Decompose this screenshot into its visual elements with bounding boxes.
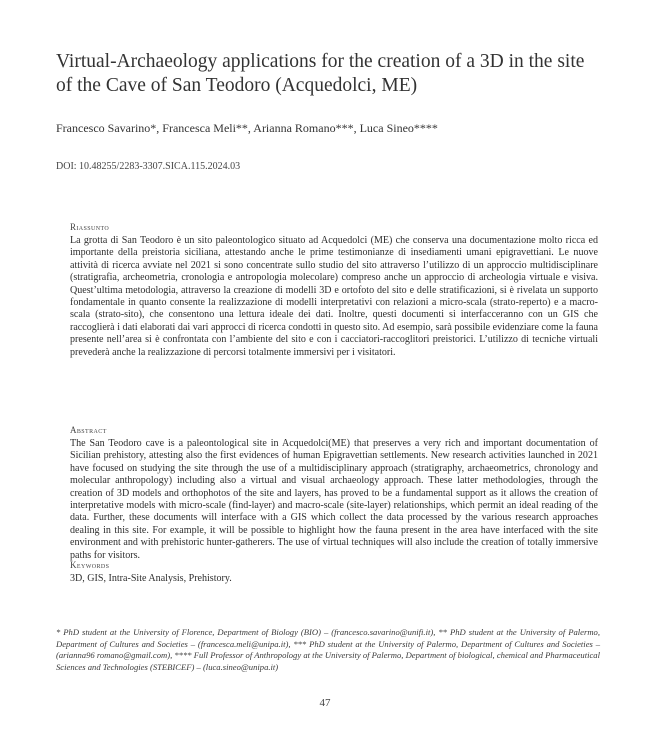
doi-line: DOI: 10.48255/2283-3307.SICA.115.2024.03 [56, 161, 241, 172]
keywords-text: 3D, GIS, Intra-Site Analysis, Prehistory. [70, 573, 232, 584]
riassunto-text: La grotta di San Teodoro è un sito paleontologico situato ad Acquedolci (ME) che conserva una documentazione molto ricca ed importante della preistoria siciliana, attestando anche le prime testimonianze di insediamenti umani epigravettiani. Le nuove attività di ricerca avviate nel 2021 si sono concentrate sullo studio del sito attraverso l’utilizzo di un approccio multidisciplinare (stratigrafia, archeometria, cronologia e antropologia molecolare) compreso anche un approccio di archeologia virtuale e visiva. Quest’ultima metodologia, attraverso la creazione di modelli 3D e ortofoto del sito e delle stratificazioni, si è rivelata un supporto fondamentale in quanto consente la realizzazione di modelli interpretativi con relazioni a micro-scala (strato-reperto) e a macro-scala (strato-sito), che consentono una lettura ideale dei dati. Inoltre, questi documenti si interfacceranno con un GIS che raccoglierà i dati elaborati dai vari approcci di ricerca condotti in questo sito. Ad esempio, sarà possibile evidenziare come la fauna presente nell’area si è confrontata con l’ambiente del sito e con i cacciatori-raccoglitori preistorici. L’utilizzo di tecniche virtuali prevederà anche la realizzazione di percorsi totalmente immersivi per i visitatori. [70, 235, 598, 358]
riassunto-heading: Riassunto [70, 222, 110, 232]
keywords-section [70, 559, 598, 585]
keywords-heading: Keywords [70, 560, 110, 570]
page-number: 47 [319, 697, 331, 709]
abstract-text: The San Teodoro cave is a paleontological site in Acquedolci(ME) that preserves a very rich and important documentation of Sicilian prehistory, attesting also the first evidences of human Epigravettian settlements. New research activities launched in 2021 have focused on studying the site through the use of a multidisciplinary approach (stratigraphy, archaeometrics, chronology and molecular anthropology) including also a virtual and visual archaeology approach. These latter methodologies, through the creation of 3D models and orthophotos of the site and layers, has proved to be a fundamental support as it allows the creation of interpretative models with micro-scale (find-layer) and macro-scale (site-layer) relationships, which permit an ideal reading of the data. Further, these documents will interface with a GIS which collect the data processed by the various research approaches dealing in this site. For example, it will be possible to highlight how the fauna present in the area have interfaced with the site environment and with prehistoric hunter-gatherers. The use of virtual techniques will also include the creation of totally immersive paths for visitors. [70, 438, 598, 561]
author-list: Francesco Savarino*, Francesca Meli**, Arianna Romano***, Luca Sineo**** [56, 121, 438, 135]
paper-title: Virtual-Archaeology applications for the creation of a 3D in the site of the Cave of San Teodoro (Acquedolci, ME) [56, 51, 585, 96]
riassunto-section [70, 221, 598, 359]
author-footnote: * PhD student at the University of Florence, Department of Biology (BIO) – (francesco.savarino@unifi.it), ** PhD student at the University of Palermo, Department of Cultures and Societies – (francesca.meli@unipa.it), *** PhD student at the University of Palermo, Department of Cultures and Societies – (arianna96 romano@gmail.com), **** Full Professor of Anthropology at the University of Palermo, Department of biological, chemical and Pharmaceutical Sciences and Technologies (STEBICEF) – (luca.sineo@unipa.it) [56, 627, 600, 672]
abstract-heading: Abstract [70, 425, 107, 435]
abstract-section [70, 424, 598, 562]
